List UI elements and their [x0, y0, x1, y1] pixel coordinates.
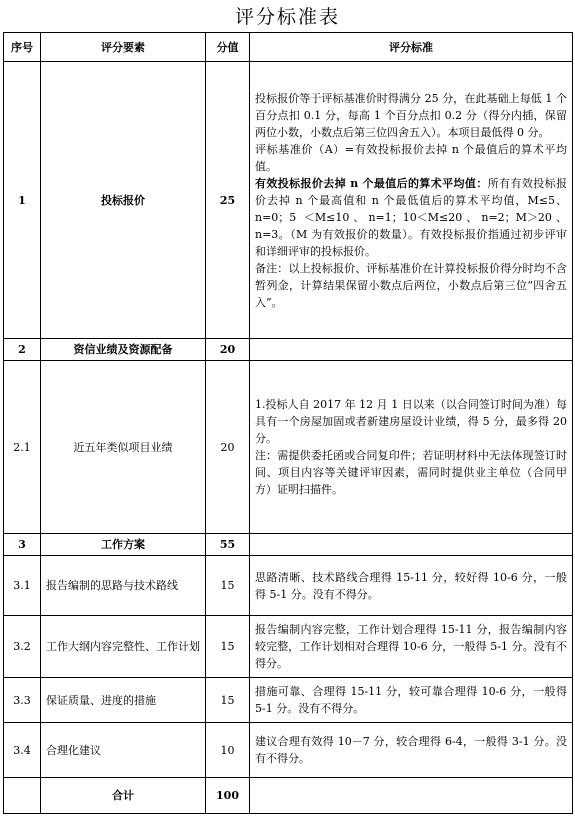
page-title: 评分标准表 — [234, 6, 340, 28]
row-criteria — [250, 361, 573, 534]
total-label: 合计 — [41, 778, 206, 814]
row-no: 3 — [4, 534, 41, 556]
row-criteria: 建议合理有效得 10－7 分，较合理得 6-4，一般得 3-1 分。没有不得分。 — [250, 723, 573, 778]
table-row — [4, 556, 573, 616]
row-score: 10 — [206, 723, 250, 778]
row-item: 投标报价 — [41, 62, 206, 339]
row-no: 2 — [4, 339, 41, 361]
total-criteria-empty — [250, 778, 573, 814]
table-row — [4, 534, 573, 556]
criteria-paragraph: 1.投标人自 2017 年 12 月 1 日以来（以合同签订时间为准）每具有一个房屋加固或者新建房屋设计业绩，得 5 分，最多得 20 分。 — [255, 398, 567, 445]
row-score: 25 — [206, 62, 250, 339]
criteria-paragraph: 评标基准价（A）=有效投标报价去掉 n 个最值后的算术平均值。 — [255, 142, 567, 173]
row-no: 1 — [4, 62, 41, 339]
table-row — [4, 361, 573, 534]
row-item: 保证质量、进度的措施 — [41, 678, 206, 723]
table-row — [4, 62, 573, 339]
row-criteria: 报告编制内容完整，工作计划合理得 15-11 分，报告编制内容较完整，工作计划相对合理得 10-6 分，一般得 5-1 分。没有不得分。 — [250, 616, 573, 678]
row-criteria: 思路清晰、技术路线合理得 15-11 分，较好得 10-6 分，一般得 5-1 分。没有不得分。 — [250, 556, 573, 616]
row-item: 工作方案 — [41, 534, 206, 556]
header-no: 序号 — [4, 33, 41, 62]
criteria-paragraph: 投标报价等于评标基准价时得满分 25 分，在此基础上每低 1 个百分点扣 0.1 分，每高 1 个百分点扣 0.2 分（得分内插，保留两位小数，小数点后第三位四舍五入）。本项目最低得 0 分。 — [255, 91, 567, 139]
criteria-bold-lead: 有效投标报价去掉 n 个最值后的算术平均值： — [255, 176, 488, 190]
row-no: 2.1 — [4, 361, 41, 534]
row-item: 工作大纲内容完整性、工作计划 — [41, 616, 206, 678]
header-criteria: 评分标准 — [250, 33, 573, 62]
row-score: 15 — [206, 678, 250, 723]
total-no-empty — [4, 778, 41, 814]
row-no: 3.1 — [4, 556, 41, 616]
row-criteria: 措施可靠、合理得 15-11 分，较可靠合理得 10-6 分，一般得 5-1 分。没有不得分。 — [250, 678, 573, 723]
table-row — [4, 678, 573, 723]
header-score: 分值 — [206, 33, 250, 62]
criteria-paragraph: 备注：以上投标报价、评标基准价在计算投标报价得分时均不含暂列金，计算结果保留小数点后两位，小数点后第三位“四舍五入”。 — [255, 261, 567, 309]
row-score: 15 — [206, 616, 250, 678]
table-row — [4, 616, 573, 678]
row-criteria-empty — [250, 534, 573, 556]
criteria-paragraph: 注：需提供委托函或合同复印件；若证明材料中无法体现签订时间、项目内容等关键评审因素，需同时提供业主单位（合同甲方）证明扫描件。 — [255, 449, 567, 496]
row-item: 报告编制的思路与技术路线 — [41, 556, 206, 616]
header-row — [4, 33, 573, 62]
row-score: 20 — [206, 361, 250, 534]
row-item: 近五年类似项目业绩 — [41, 361, 206, 534]
header-item: 评分要素 — [41, 33, 206, 62]
row-criteria — [250, 62, 573, 339]
row-item: 合理化建议 — [41, 723, 206, 778]
criteria-text: 所有有效投标报价去掉 n 个最高值和 n 个最低值后的算术平均值，M≤5、n=0；5 ＜M≤10、n=1；10＜M≤20、n=2；M＞20、n=3。（M 为有效报价的数量）。有效投标报价指通过初步评审和详细评审的投标报价。 — [255, 176, 568, 258]
row-score: 55 — [206, 534, 250, 556]
row-no: 3.4 — [4, 723, 41, 778]
total-row — [4, 778, 573, 814]
row-no: 3.2 — [4, 616, 41, 678]
row-score: 15 — [206, 556, 250, 616]
row-criteria-empty — [250, 339, 573, 361]
scoring-table — [3, 32, 573, 814]
row-item: 资信业绩及资源配备 — [41, 339, 206, 361]
row-score: 20 — [206, 339, 250, 361]
table-row — [4, 339, 573, 361]
criteria-paragraph — [255, 175, 567, 260]
total-score: 100 — [206, 778, 250, 814]
table-row — [4, 723, 573, 778]
row-no: 3.3 — [4, 678, 41, 723]
